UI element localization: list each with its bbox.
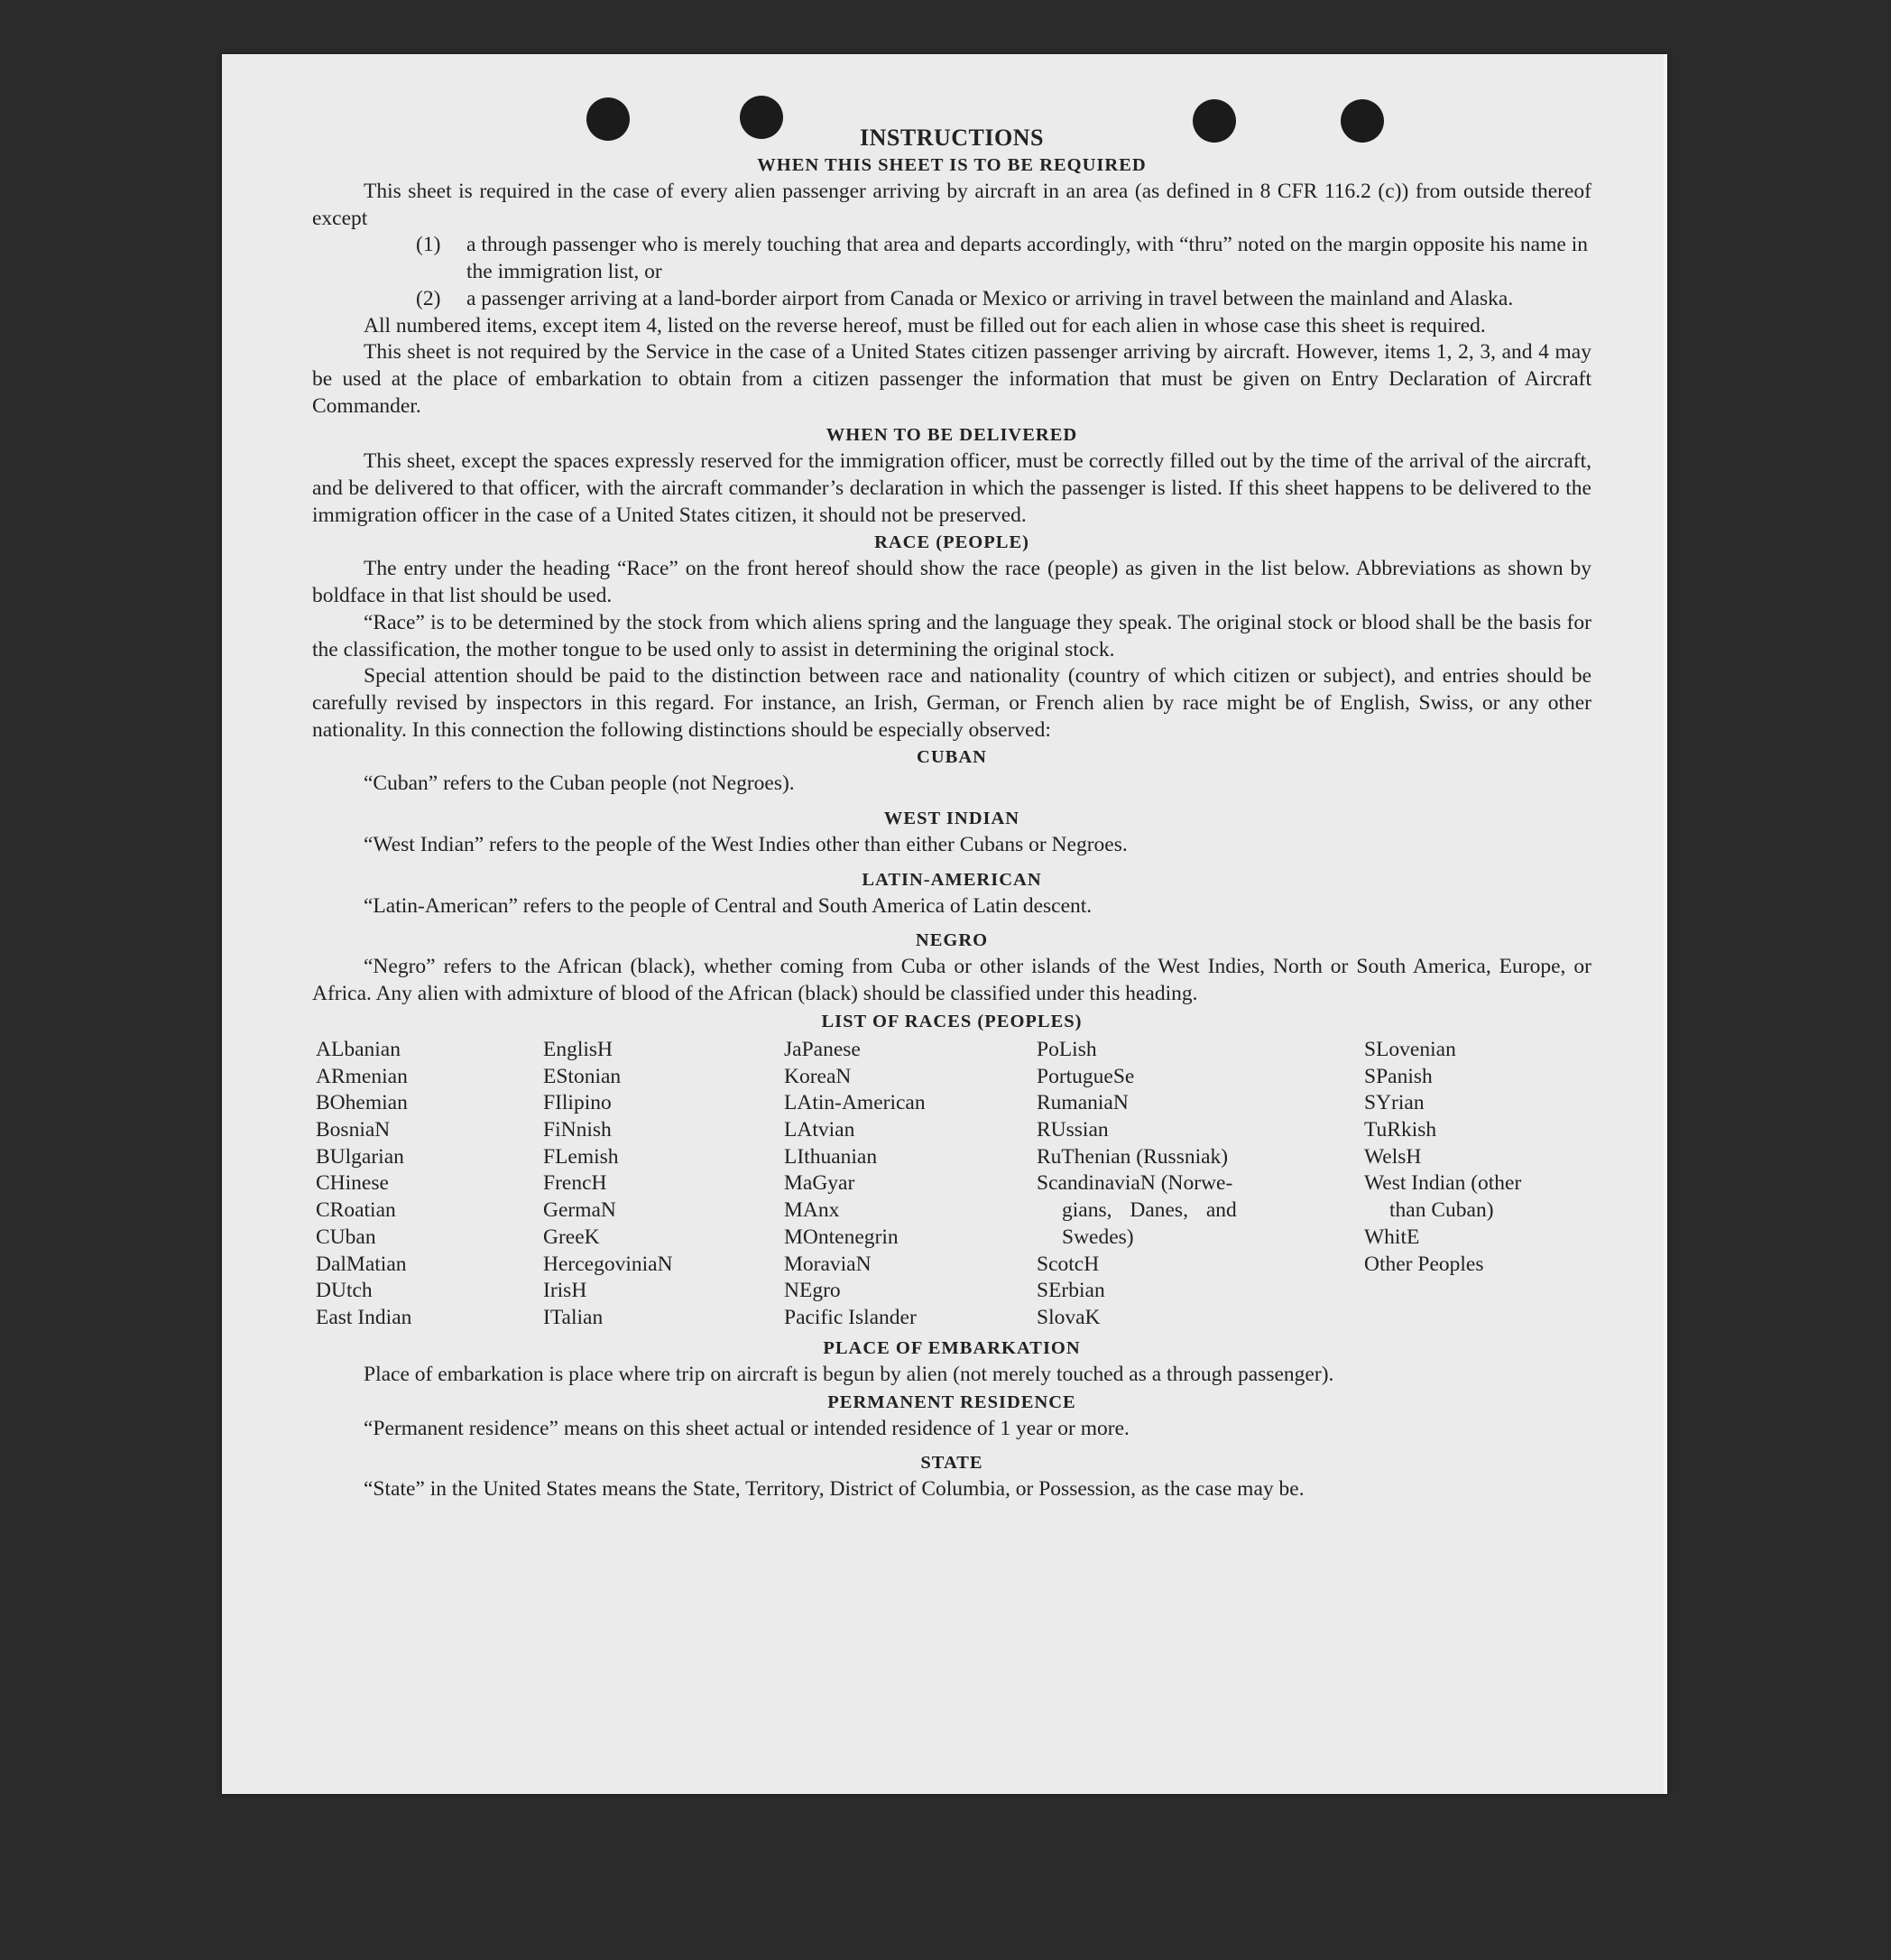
paragraph: “Negro” refers to the African (black), whether coming from Cuba or other islands of the West Indies, North or South America, Europe, or Africa. Any alien with admixture of blood of the African (black) should be classified under this heading. [312, 955, 1591, 1006]
list-item [312, 286, 1591, 313]
section-heading: WHEN THIS SHEET IS TO BE REQUIRED [757, 155, 1147, 175]
document-page [222, 54, 1667, 1794]
section-heading: WEST INDIAN [883, 809, 1020, 829]
race-item: FiNnish [543, 1117, 612, 1142]
race-item: West Indian (other [1364, 1171, 1522, 1196]
race-item: LIthuanian [784, 1144, 878, 1169]
paragraph: This sheet is not required by the Service in the case of a United States citizen passenger arriving by aircraft. However, items 1, 2, 3, and 4 may be used at the place of embarkation to obtain from a citizen passenger the information that must be given on Entry Declaration of Aircraft Commander. [312, 340, 1591, 418]
race-column [316, 1037, 411, 1332]
race-item: DalMatian [316, 1252, 407, 1276]
section-heading: NEGRO [915, 930, 989, 951]
race-item: PortugueSe [1037, 1064, 1135, 1088]
section-heading: WHEN TO BE DELIVERED [826, 425, 1078, 446]
race-item: BOhemian [316, 1091, 408, 1115]
section-heading: PLACE OF EMBARKATION [823, 1337, 1081, 1358]
race-item: NEgro [784, 1279, 841, 1303]
race-item: Other Peoples [1364, 1252, 1484, 1276]
race-item: SErbian [1037, 1279, 1105, 1303]
race-item: JaPanese [784, 1037, 861, 1061]
race-item: FrencH [543, 1171, 607, 1196]
race-item: Pacific Islander [784, 1305, 917, 1329]
race-item: EnglisH [543, 1037, 613, 1061]
item-text: a passenger arriving at a land-border airport from Canada or Mexico or arriving in travel between the mainland and Alaska. [466, 286, 1514, 310]
race-item: East Indian [316, 1305, 412, 1329]
race-item: CRoatian [316, 1198, 396, 1223]
race-column [543, 1037, 673, 1332]
race-column [784, 1037, 926, 1332]
race-item: BUlgarian [316, 1144, 404, 1169]
instructions-content [312, 125, 1591, 1503]
race-item: LAtvian [784, 1117, 855, 1142]
section-heading: RACE (PEOPLE) [874, 532, 1029, 553]
race-item: ALbanian [316, 1037, 401, 1061]
race-item: SYrian [1364, 1091, 1425, 1115]
paragraph: This sheet is required in the case of every alien passenger arriving by aircraft in an area (as defined in 8 CFR 116.2 (c)) from outside thereof except [312, 180, 1591, 230]
race-item: EStonian [543, 1064, 622, 1088]
section-heading: LIST OF RACES (PEOPLES) [821, 1011, 1083, 1031]
race-item: MOntenegrin [784, 1225, 899, 1249]
race-item: MoraviaN [784, 1252, 872, 1276]
paragraph: This sheet, except the spaces expressly reserved for the immigration officer, must be correctly filled out by the time of the arrival of the aircraft, and be delivered to that officer, with the aircraft commander’s declaration in which the passenger is listed. If this sheet happens to be delivered to the immigration officer in the case of a United States citizen, it should not be preserved. [312, 449, 1591, 527]
race-item: IrisH [543, 1279, 587, 1303]
race-item: Swedes) [1062, 1225, 1134, 1249]
race-item: SPanish [1364, 1064, 1433, 1088]
race-item: than Cuban) [1389, 1198, 1494, 1223]
race-item: MaGyar [784, 1171, 855, 1196]
section-heading: STATE [920, 1453, 983, 1474]
paragraph: The entry under the heading “Race” on the front hereof should show the race (people) as given in the list below. Abbreviations as shown by boldface in that list should be used. [312, 557, 1591, 608]
race-item: WelsH [1364, 1144, 1422, 1169]
race-column [1364, 1037, 1593, 1278]
list-item [312, 232, 1591, 285]
race-item: LAtin-American [784, 1091, 926, 1115]
race-item: GermaN [543, 1198, 616, 1223]
item-text: a through passenger who is merely touching that area and departs accordingly, with “thru” noted on the margin opposite his name in the immigration list, or [466, 233, 1588, 284]
section-heading: PERMANENT RESIDENCE [827, 1391, 1076, 1412]
race-item: ITalian [543, 1305, 604, 1329]
race-item: FIlipino [543, 1091, 612, 1115]
race-item: CUban [316, 1225, 376, 1249]
paragraph: “West Indian” refers to the people of the West Indies other than either Cubans or Negroes. [364, 833, 1128, 857]
paragraph: “Race” is to be determined by the stock from which aliens spring and the language they speak. The original stock or blood shall be the basis for the classification, the mother tongue to be used only to assist in determining the original stock. [312, 610, 1591, 661]
race-item: SLovenian [1364, 1037, 1456, 1061]
race-item: KoreaN [784, 1064, 852, 1088]
race-item: DUtch [316, 1279, 373, 1303]
race-item: SlovaK [1037, 1305, 1101, 1329]
race-item: MAnx [784, 1198, 840, 1223]
race-item: HercegoviniaN [543, 1252, 673, 1276]
paragraph: Place of embarkation is place where trip on aircraft is begun by alien (not merely touched as a through passenger). [364, 1362, 1334, 1386]
race-item: gians, Danes, and [1062, 1198, 1237, 1223]
race-item: PoLish [1037, 1037, 1097, 1061]
paragraph: “Permanent residence” means on this sheet actual or intended residence of 1 year or more. [364, 1416, 1130, 1440]
item-number: (2) [416, 286, 441, 310]
paragraph: Special attention should be paid to the distinction between race and nationality (country of which citizen or subject), and entries should be carefully revised by inspectors in this regard. For instance, an Irish, German, or French alien by race might be of English, Swiss, or any other nationality. In this connection the following distinctions should be especially observed: [312, 664, 1591, 742]
race-item: FLemish [543, 1144, 619, 1169]
page-title: INSTRUCTIONS [860, 125, 1044, 151]
paragraph: “State” in the United States means the State, Territory, District of Columbia, or Possession, as the case may be. [364, 1477, 1305, 1502]
paragraph: All numbered items, except item 4, listed on the reverse hereof, must be filled out for each alien in whose case this sheet is required. [364, 313, 1486, 337]
item-number: (1) [416, 233, 441, 257]
race-list [312, 1037, 1591, 1335]
paragraph: “Cuban” refers to the Cuban people (not Negroes). [364, 772, 795, 796]
section-heading: CUBAN [917, 747, 987, 768]
race-item: CHinese [316, 1171, 389, 1196]
race-item: ARmenian [316, 1064, 408, 1088]
race-item: GreeK [543, 1225, 600, 1249]
section-heading: LATIN-AMERICAN [862, 869, 1042, 890]
race-item: TuRkish [1364, 1117, 1437, 1142]
paragraph: “Latin-American” refers to the people of Central and South America of Latin descent. [364, 893, 1093, 918]
race-item: BosniaN [316, 1117, 391, 1142]
race-item: WhitE [1364, 1225, 1420, 1249]
race-item: RuThenian (Russniak) [1037, 1144, 1229, 1169]
race-item: RumaniaN [1037, 1091, 1129, 1115]
race-column [1037, 1037, 1298, 1332]
race-item: ScandinaviaN (Norwe- [1037, 1171, 1233, 1196]
race-item: RUssian [1037, 1117, 1109, 1142]
race-item: ScotcH [1037, 1252, 1100, 1276]
